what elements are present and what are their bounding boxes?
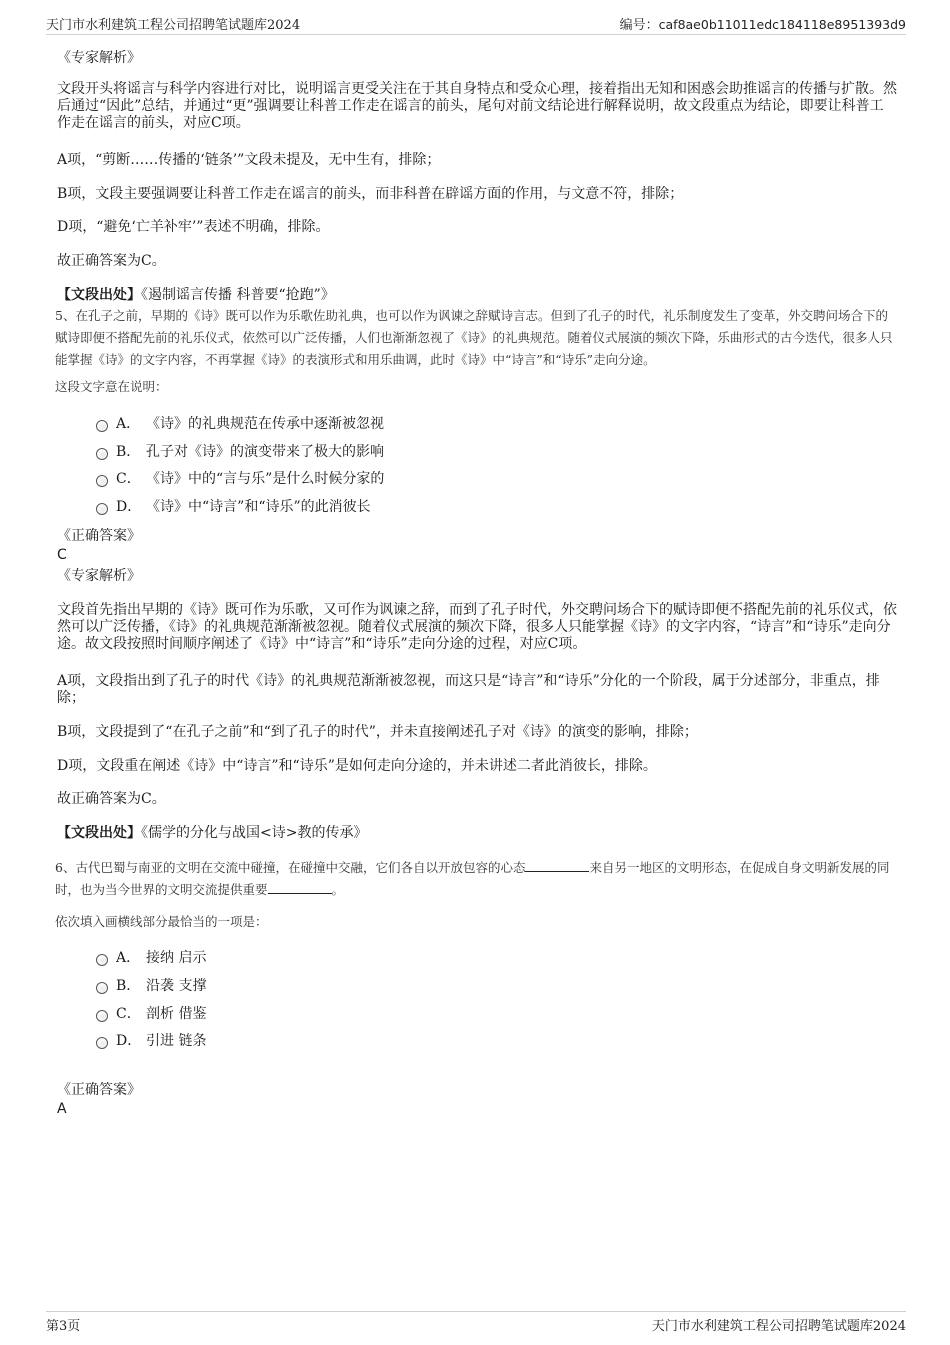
doc-header-code [620, 14, 906, 33]
doc-header-title: 天门市水利建筑工程公司招聘笔试题库2024 [46, 18, 301, 33]
question-5-option-b[interactable] [96, 443, 384, 461]
option-text: 沿袭 支撑 [146, 978, 207, 994]
question-5-option-d[interactable] [96, 498, 371, 516]
question-6-stem [55, 857, 900, 901]
analysis-answer: 故正确答案为C。 [57, 253, 166, 269]
page-number: 第3页 [46, 1319, 81, 1334]
source-title: 《遏制谣言传播 科普要“抢跑”》 [141, 287, 335, 303]
analysis-option-d: D项，文段重在阐述《诗》中“诗言”和“诗乐”是如何走向分途的，并未讲述二者此消彼长，排除。 [57, 758, 657, 774]
question-6-prompt: 依次填入画横线部分最恰当的一项是： [55, 914, 268, 929]
analysis-option-a: A项，“剪断……传播的‘链条’”文段未提及，无中生有，排除； [57, 152, 441, 168]
question-6-option-c[interactable] [96, 1005, 206, 1023]
correct-answer-label: 《正确答案》 [57, 528, 141, 544]
expert-analysis-label: 《专家解析》 [57, 568, 141, 584]
analysis-text: 文段首先指出早期的《诗》既可作为乐歌，又可作为讽谏之辞，而到了孔子时代，外交聘问场合下的赋诗即便不搭配先前的礼乐仪式，依然可以广泛传播，《诗》的礼典规范渐渐被忽视。随着仪式展演的频次下降，很多人只能掌握《诗》的文字内容，“诗言”和“诗乐”走向分途。故文段按照时间顺序阐述了《诗》中“诗言”和“诗乐”走向分途的过程，对应C项。 [57, 602, 897, 652]
source-line [57, 825, 897, 842]
option-letter: A． [116, 950, 141, 966]
option-text: 剖析 借鉴 [146, 1006, 207, 1022]
option-text: 孔子对《诗》的演变带来了极大的影响 [146, 444, 384, 460]
correct-answer-value: C [57, 547, 67, 563]
doc-code-value: caf8ae0b11011edc184118e8951393d9 [658, 17, 906, 32]
option-text: 引进 链条 [146, 1033, 207, 1049]
analysis-option-b: B项，文段主要强调要让科普工作走在谣言的前头，而非科普在辟谣方面的作用，与文意不符，排除； [57, 186, 684, 202]
radio-icon[interactable] [96, 448, 108, 460]
analysis-option-b: B项，文段提到了“在孔子之前”和“到了孔子的时代”，并未直接阐述孔子对《诗》的演变的影响，排除； [57, 724, 698, 740]
question-6-option-d[interactable] [96, 1032, 206, 1050]
doc-code-label: 编号： [619, 18, 659, 33]
radio-icon[interactable] [96, 954, 108, 966]
header-divider [46, 34, 906, 35]
option-letter: C． [116, 1006, 141, 1022]
radio-icon[interactable] [96, 1010, 108, 1022]
radio-icon[interactable] [96, 1037, 108, 1049]
option-letter: B． [116, 978, 141, 994]
stem-part-2: 来自另一地区的文明形态，在促成自身文明新发展的同时，也为当今世界的文明交流提供重要 [55, 860, 890, 897]
source-label: 【文段出处】 [57, 287, 141, 303]
source-title: 《儒学的分化与战国<诗>教的传承》 [141, 825, 368, 841]
radio-icon[interactable] [96, 420, 108, 432]
option-text: 接纳 启示 [146, 950, 207, 966]
option-letter: D． [116, 1033, 142, 1049]
question-6-option-b[interactable] [96, 977, 206, 995]
radio-icon[interactable] [96, 982, 108, 994]
radio-icon[interactable] [96, 475, 108, 487]
question-5-option-c[interactable] [96, 470, 384, 488]
stem-part-1: 6、古代巴蜀与南亚的文明在交流中碰撞，在碰撞中交融，它们各自以开放包容的心态 [55, 860, 526, 875]
analysis-text: 文段开头将谣言与科学内容进行对比，说明谣言更受关注在于其自身特点和受众心理，接着指出无知和困惑会助推谣言的传播与扩散。然后通过“因此”总结，并通过“更”强调要让科普工作走在谣言的前头，尾句对前文结论进行解释说明，故文段重点为结论，即要让科普工作走在谣言的前头，对应C项。 [57, 81, 897, 131]
option-letter: D． [116, 499, 142, 515]
question-5-option-a[interactable] [96, 415, 384, 433]
option-letter: B． [116, 444, 141, 460]
option-text: 《诗》中的“言与乐”是什么时候分家的 [146, 471, 385, 487]
footer-divider [46, 1311, 906, 1312]
option-text: 《诗》中“诗言”和“诗乐”的此消彼长 [146, 499, 371, 515]
correct-answer-label: 《正确答案》 [57, 1082, 141, 1098]
radio-icon[interactable] [96, 503, 108, 515]
source-label: 【文段出处】 [57, 825, 141, 841]
analysis-answer: 故正确答案为C。 [57, 791, 166, 807]
question-5-stem: 5、在孔子之前，早期的《诗》既可以作为乐歌佐助礼典，也可以作为讽谏之辞赋诗言志。但到了孔子的时代，礼乐制度发生了变革，外交聘问场合下的赋诗即便不搭配先前的礼乐仪式，依然可以广泛传播，人们也渐渐忽视了《诗》的礼典规范。随着仪式展演的频次下降，乐曲形式的古今迭代，很多人只能掌握《诗》的文字内容，不再掌握《诗》的表演形式和用乐曲调，此时《诗》中“诗言”和“诗乐”走向分途。 [55, 308, 893, 367]
fill-blank-2 [268, 881, 332, 894]
correct-answer-value: A [57, 1101, 67, 1117]
option-letter: C． [116, 471, 141, 487]
option-letter: A． [116, 416, 141, 432]
question-6-option-a[interactable] [96, 949, 206, 967]
source-line [57, 287, 897, 304]
expert-analysis-label: 《专家解析》 [57, 50, 141, 66]
stem-part-3: 。 [331, 882, 345, 897]
doc-footer-title: 天门市水利建筑工程公司招聘笔试题库2024 [651, 1319, 906, 1334]
option-text: 《诗》的礼典规范在传承中逐渐被忽视 [146, 416, 384, 432]
question-5-prompt: 这段文字意在说明： [55, 379, 168, 394]
fill-blank-1 [525, 859, 589, 872]
analysis-option-d: D项，“避免‘亡羊补牢’”表述不明确，排除。 [57, 219, 330, 235]
analysis-option-a: A项，文段指出到了孔子的时代《诗》的礼典规范渐渐被忽视，而这只是“诗言”和“诗乐”分化的一个阶段，属于分述部分，非重点，排除； [57, 673, 880, 706]
